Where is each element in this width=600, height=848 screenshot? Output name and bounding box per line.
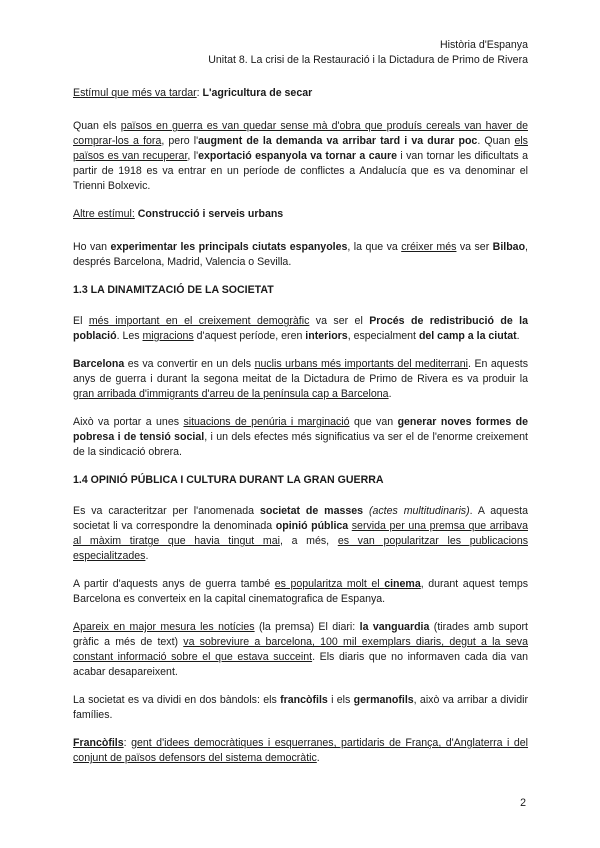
page-header [208,38,528,68]
section-heading-1-3: 1.3 LA DINAMITZACIÓ DE LA SOCIETAT [73,284,274,296]
paragraph-demography: El més important en el creixement demogràfic va ser el Procés de redistribució de la població. Les migracions d'aquest període, eren interiors, especialment del camp a la ciutat. [73,315,528,342]
paragraph-mass-society: Es va caracteritzar per l'anomenada societat de masses (actes multitudinaris). A aquesta societat li va correspondre la denominada opinió pública servida per una premsa que arribava al màxim tiratge que havia tingut mai, a més, es van popularitzar les publicacions especialitzades. [73,505,529,562]
stimulus-title: L'agricultura de secar [202,87,313,99]
section-heading-1-4: 1.4 OPINIÓ PÚBLICA I CULTURA DURANT LA GRAN GUERRA [73,474,384,486]
subheading-stimulus-1 [73,86,528,101]
page-number: 2 [520,797,526,809]
stimulus-title: Construcció i serveis urbans [134,208,284,220]
paragraph-press: Apareix en major mesura les notícies (la premsa) El diari: la vanguardia (tirades amb suport gràfic a més de text) va sobreviure a barcelona, 100 mil exemplars diaris, degut a la seva constant informació sobre el que estava succeint. Els diaris que no informaven cada dia van acabar desapareixent. [73,621,528,678]
paragraph-agriculture: Quan els països en guerra es van quedar sense mà d'obra que produís cereals van haver de comprar-los a fora, pero l'augment de la demanda va arribar tard i va durar poc. Quan els països es van recuperar, l'exportació espanyola va tornar a caure i van tornar les dificultats a partir de 1918 es va entrar en un període de conflictes a Andalucía que es va denominar el Trienni Bolxevic. [73,120,528,192]
paragraph-cinema: A partir d'aquests anys de guerra també es popularitza molt el cinema, durant aquest temps Barcelona es converteix en la capital cinematografica de Espanya. [73,578,529,605]
stimulus-label: Altre estímul: [73,208,135,220]
stimulus-separator: : [196,87,203,99]
paragraph-cities: Ho van experimentar les principals ciutats espanyoles, la que va créixer més va ser Bilbao, després Barcelona, Madrid, Valencia o Sevilla. [73,241,528,268]
paragraph-francophiles: Francòfils: gent d'idees democràtiques i esquerranes, partidaris de França, d'Anglaterra i del conjunt de països defensors del sistema democràtic. [73,737,529,764]
paragraph-barcelona: Barcelona es va convertir en un dels nuclis urbans més importants del mediterrani. En aquests anys de guerra i durant la segona meitat de la Dictadura de Primo de Rivera es va produir la gran arribada d'immigrants d'arreu de la península cap a Barcelona. [73,358,528,400]
header-subject: Història d'Espanya [440,39,528,51]
document-body [73,86,528,779]
paragraph-poverty: Això va portar a unes situacions de penúria i marginació que van generar noves formes de pobresa i de tensió social, i un dels efectes més significatius va ser el de l'enorme creixement de la sindicació obrera. [73,416,528,458]
header-unit: Unitat 8. La crisi de la Restauració i la Dictadura de Primo de Rivera [208,54,528,66]
paragraph-factions: La societat es va dividi en dos bàndols: els francòfils i els germanofils, això va arribar a dividir famílies. [73,694,528,721]
cinema-underline: es popularitza molt el cinema [274,578,421,590]
stimulus-label: Estímul que més va tardar [73,87,197,99]
subheading-stimulus-2 [73,207,528,222]
